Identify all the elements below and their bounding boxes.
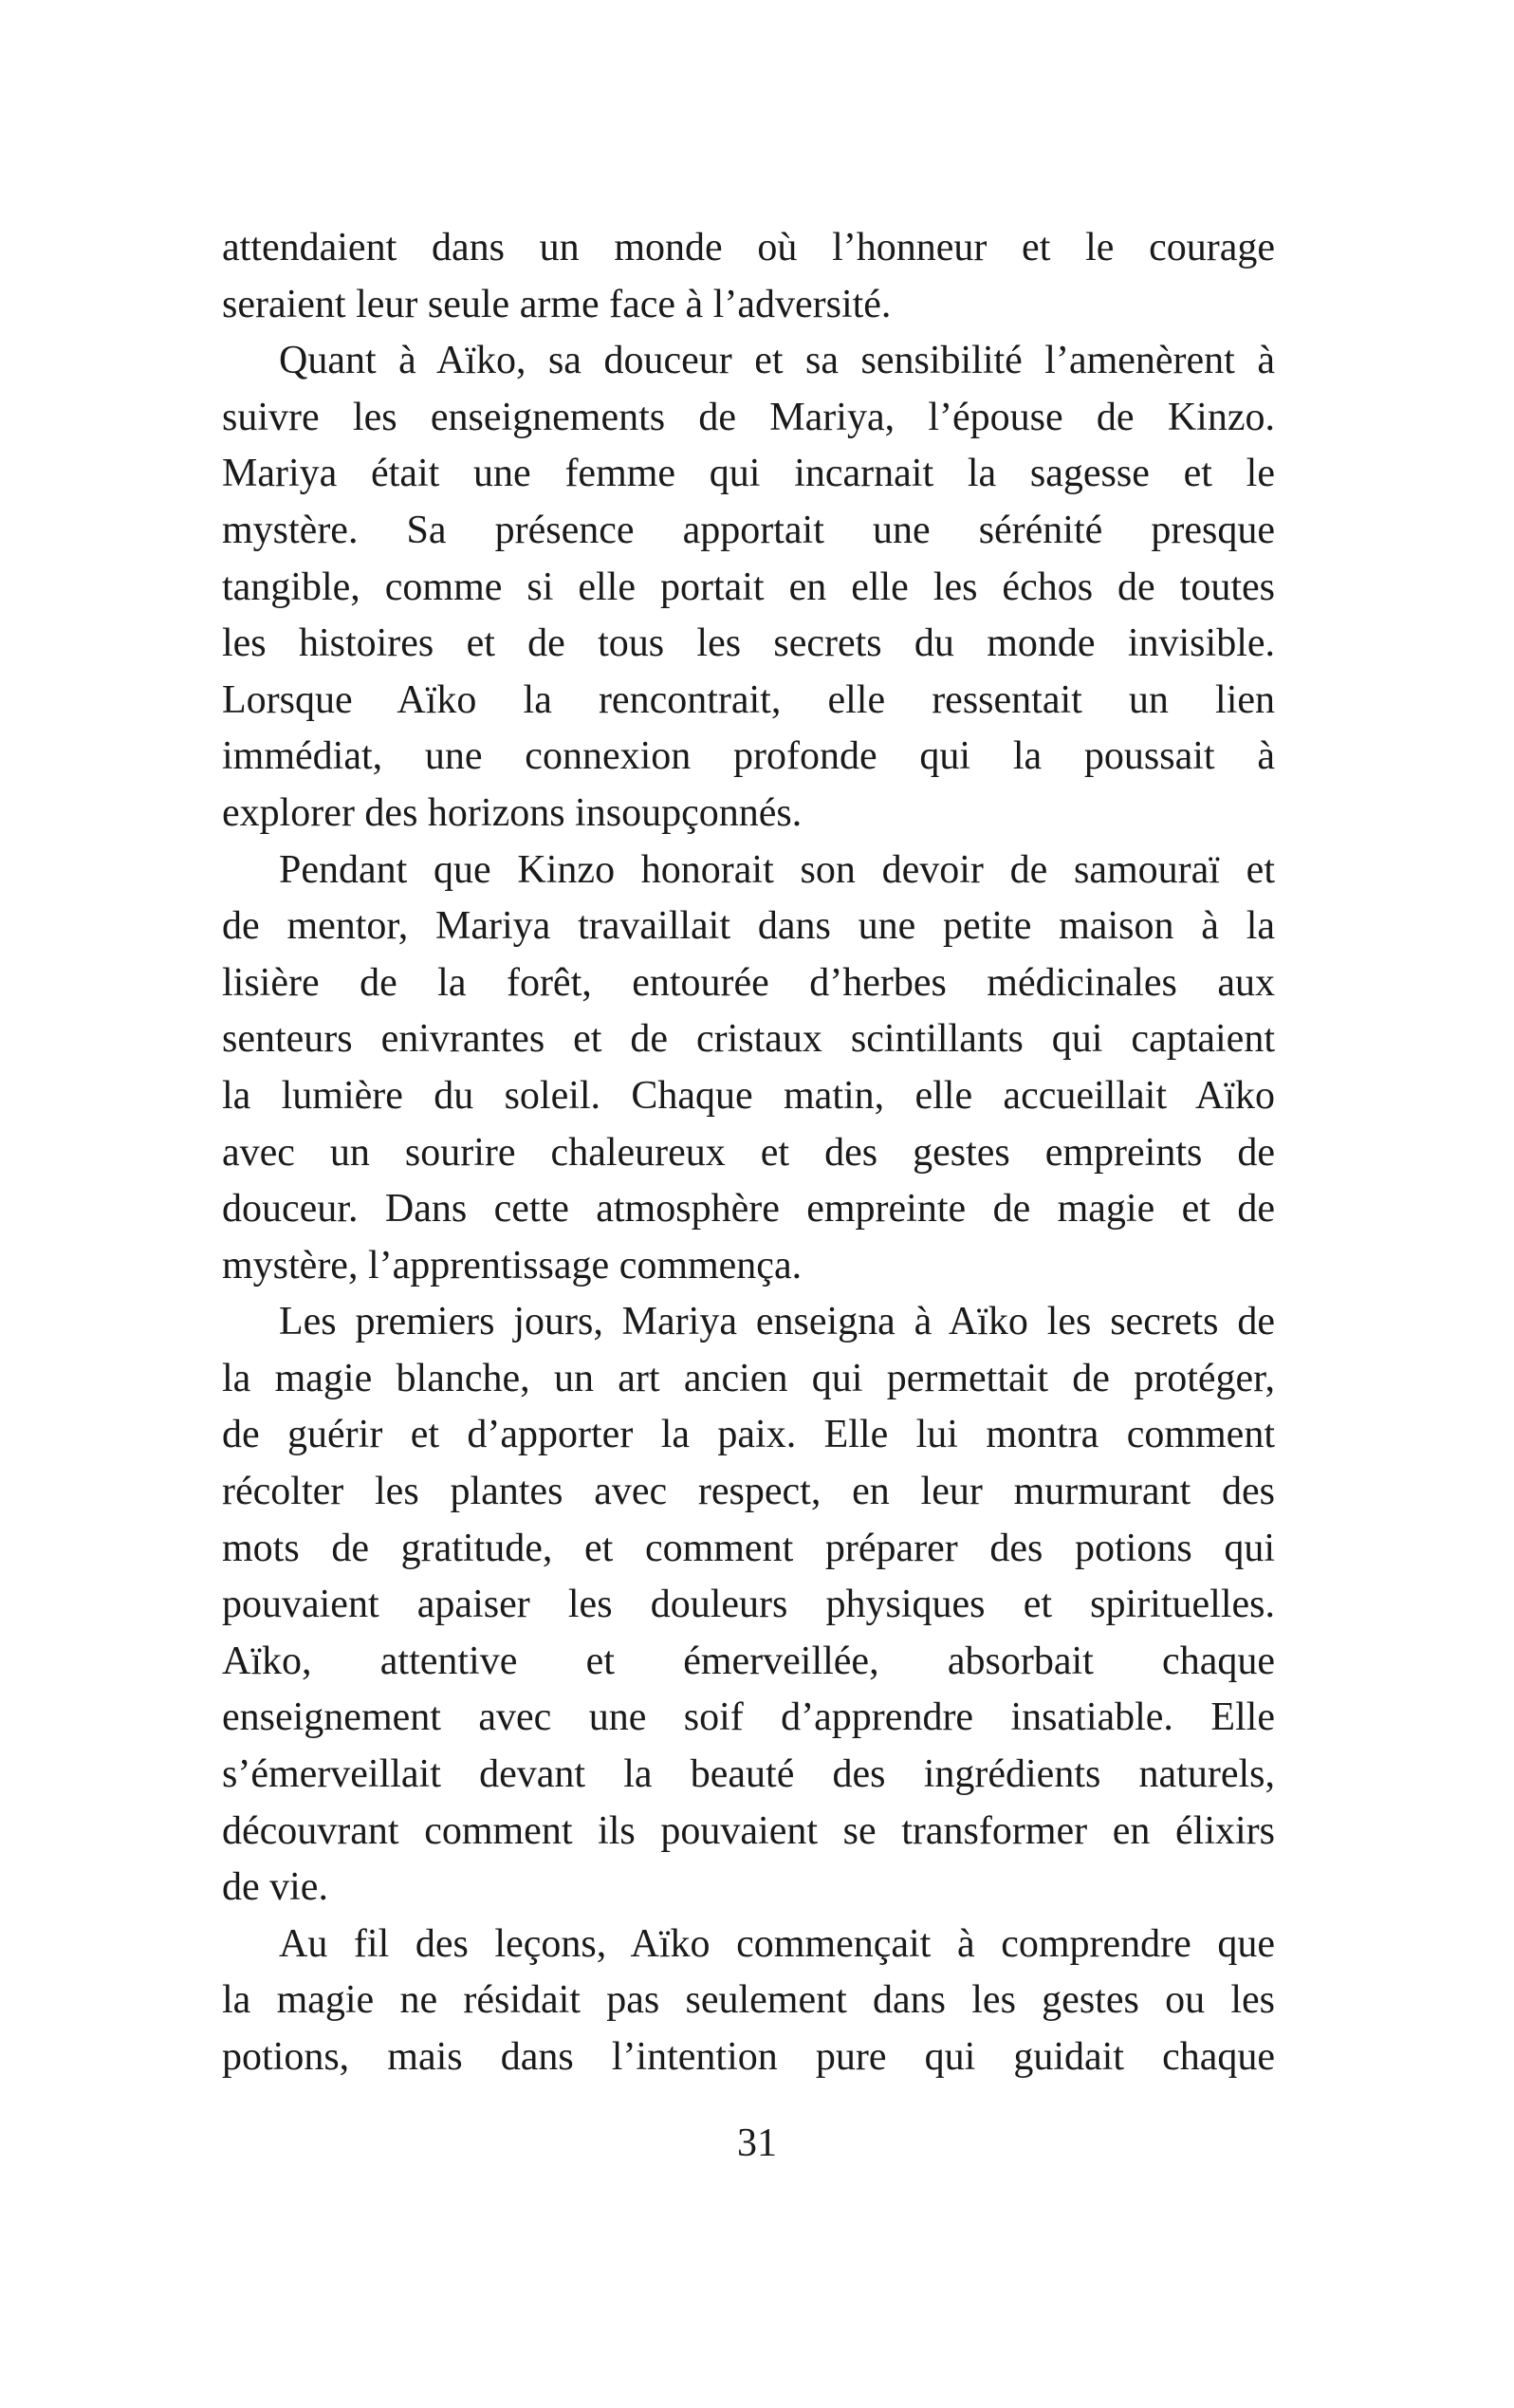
text-line: avec un sourire chaleureux et des gestes empreints de <box>222 1130 1275 1175</box>
text-line: lisière de la forêt, entourée d’herbes médicinales aux <box>222 960 1275 1005</box>
text-line: douceur. Dans cette atmosphère empreinte de magie et de <box>222 1187 1275 1232</box>
text-line: récolter les plantes avec respect, en leur murmurant des <box>222 1470 1275 1514</box>
text-line: potions, mais dans l’intention pure qui guidait chaque <box>222 2035 1275 2079</box>
text-line: de mentor, Mariya travaillait dans une petite maison à la <box>222 904 1275 949</box>
page-number: 31 <box>737 2121 777 2165</box>
text-line: Quant à Aïko, sa douceur et sa sensibilité l’amenèrent à <box>279 339 1275 383</box>
text-line: la lumière du soleil. Chaque matin, elle accueillait Aïko <box>222 1073 1275 1118</box>
text-line: mystère. Sa présence apportait une sérénité presque <box>222 508 1275 552</box>
text-line: Au fil des leçons, Aïko commençait à comprendre que <box>279 1921 1275 1966</box>
text-line: s’émerveillait devant la beauté des ingrédients naturels, <box>222 1752 1275 1797</box>
text-line: la magie blanche, un art ancien qui permettait de protéger, <box>222 1356 1275 1400</box>
text-line: enseignement avec une soif d’apprendre insatiable. Elle <box>222 1695 1275 1740</box>
text-line: Lorsque Aïko la rencontrait, elle ressentait un lien <box>222 677 1275 722</box>
text-line: senteurs enivrantes et de cristaux scintillants qui captaient <box>222 1017 1275 1062</box>
text-line: mystère, l’apprentissage commença. <box>222 1243 803 1287</box>
text-line: pouvaient apaiser les douleurs physiques et spirituelles. <box>222 1583 1275 1627</box>
text-line: seraient leur seule arme face à l’adversité. <box>222 282 892 326</box>
text-line: Pendant que Kinzo honorait son devoir de samouraï et <box>279 847 1275 892</box>
text-line: découvrant comment ils pouvaient se transformer en élixirs <box>222 1808 1275 1853</box>
text-line: de vie. <box>222 1865 328 1910</box>
book-page-text <box>222 220 1275 2086</box>
text-line: immédiat, une connexion profonde qui la poussait à <box>222 734 1275 779</box>
text-line: mots de gratitude, et comment préparer des potions qui <box>222 1526 1275 1570</box>
text-line: la magie ne résidait pas seulement dans les gestes ou les <box>222 1978 1275 2023</box>
text-line: suivre les enseignements de Mariya, l’épouse de Kinzo. <box>222 395 1275 439</box>
text-line: de guérir et d’apporter la paix. Elle lui montra comment <box>222 1413 1275 1457</box>
text-line: Mariya était une femme qui incarnait la sagesse et le <box>222 452 1275 496</box>
text-line: les histoires et de tous les secrets du monde invisible. <box>222 621 1275 666</box>
text-line: attendaient dans un monde où l’honneur et le courage <box>222 226 1275 269</box>
text-line: explorer des horizons insoupçonnés. <box>222 790 803 835</box>
text-line: Les premiers jours, Mariya enseigna à Aïko les secrets de <box>279 1300 1275 1344</box>
text-line: Aïko, attentive et émerveillée, absorbait chaque <box>222 1639 1275 1683</box>
text-line: tangible, comme si elle portait en elle les échos de toutes <box>222 565 1275 609</box>
